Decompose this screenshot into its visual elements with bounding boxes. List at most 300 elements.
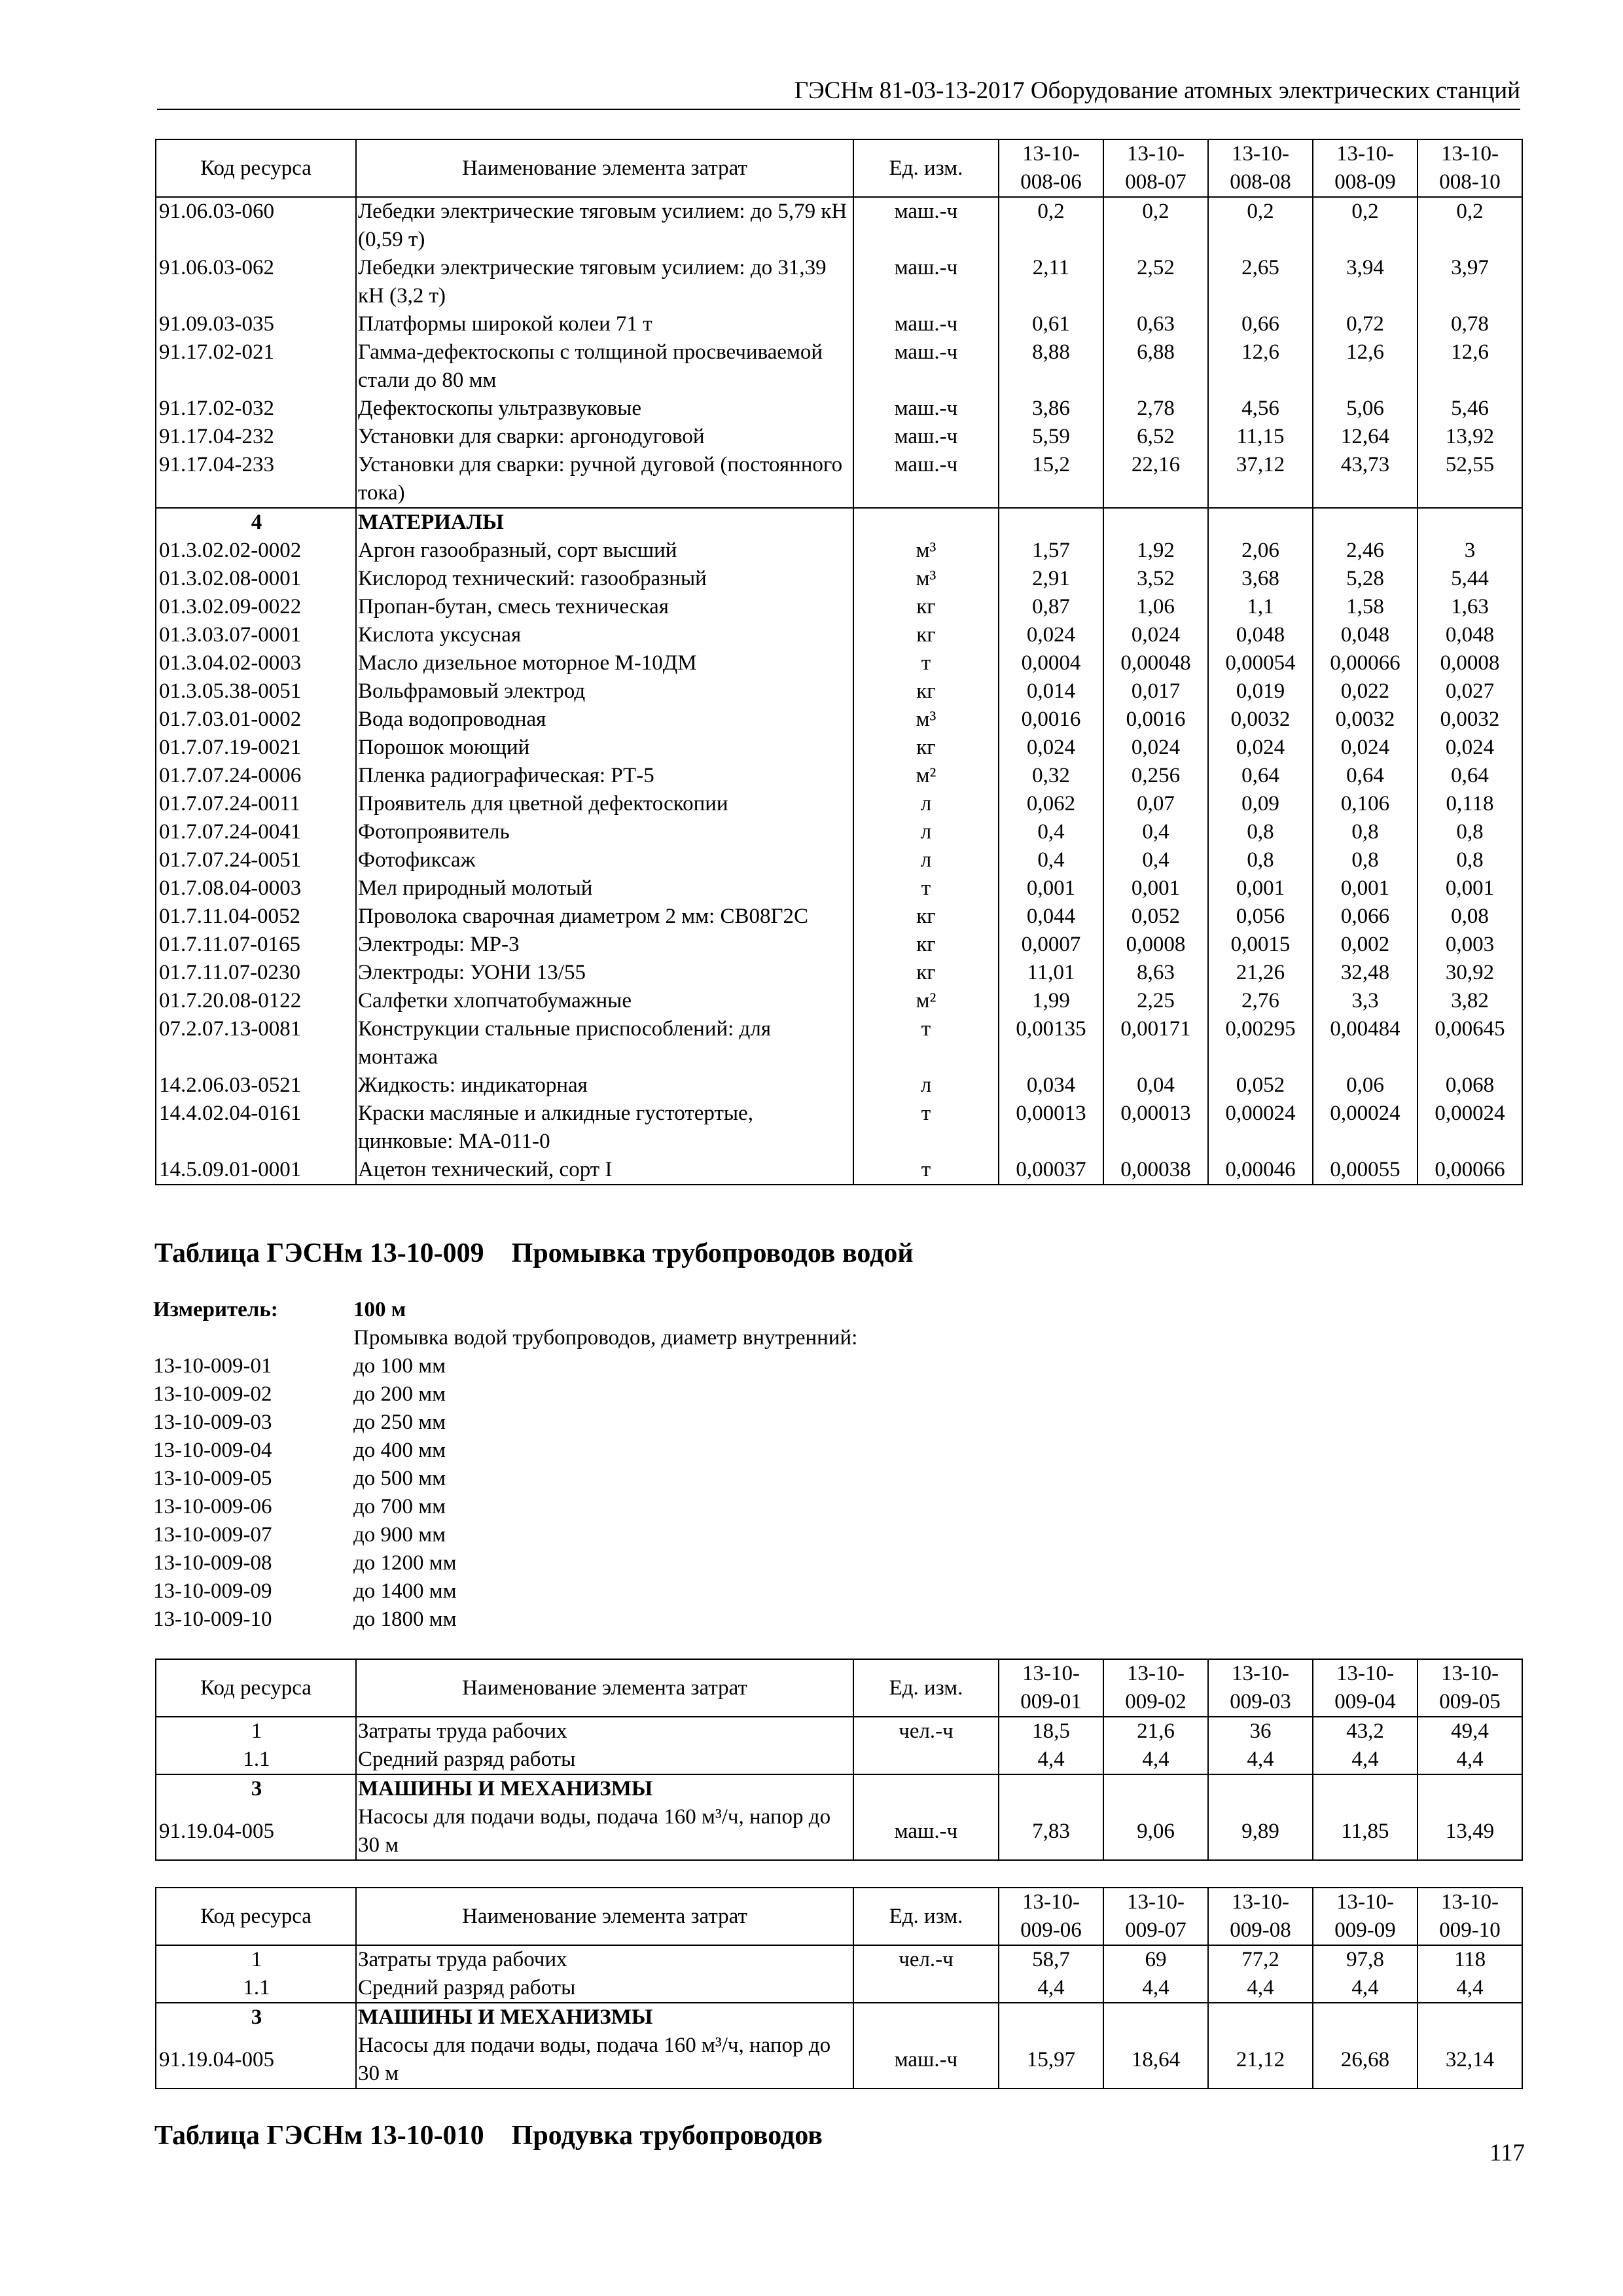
- resource-code: 01.3.04.02-0003: [156, 649, 356, 677]
- resource-value: 5,44: [1418, 565, 1522, 593]
- table-row: [156, 2032, 1522, 2089]
- resource-value: 30,92: [1418, 959, 1522, 987]
- resource-value: 0,00055: [1313, 1156, 1418, 1185]
- resource-value: 0,019: [1208, 677, 1313, 706]
- col-header-norm: 13-10- 008-09: [1313, 139, 1418, 197]
- table-row: [156, 310, 1522, 338]
- col-header-name: Наименование элемента затрат: [356, 1659, 853, 1717]
- resource-unit: л: [853, 1071, 999, 1100]
- table-row: [156, 1156, 1522, 1185]
- meter-description-row: [153, 1324, 857, 1352]
- resource-name: Мел природный молотый: [356, 874, 853, 903]
- norm-text: до 900 мм: [353, 1523, 446, 1547]
- resource-code: 01.7.07.19-0021: [156, 734, 356, 762]
- resource-value: 13,92: [1418, 423, 1522, 451]
- resource-value: 0,72: [1313, 310, 1418, 338]
- resource-code: 4: [156, 508, 356, 537]
- table-row: [156, 903, 1522, 931]
- resource-value: 0,2: [999, 197, 1103, 254]
- resource-unit: кг: [853, 931, 999, 959]
- resource-value: 3,97: [1418, 254, 1522, 310]
- resource-name: Затраты труда рабочих: [356, 1945, 853, 1974]
- resource-value: 0,8: [1313, 846, 1418, 874]
- table-row: [156, 762, 1522, 790]
- col-header-norm: 13-10- 009-03: [1208, 1659, 1313, 1717]
- norm-code: 13-10-009-06: [153, 1495, 272, 1518]
- resource-value: 4,4: [1208, 1746, 1313, 1774]
- resource-value: 0,8: [1208, 846, 1313, 874]
- norm-item: [153, 1352, 857, 1380]
- resource-value: 37,12: [1208, 451, 1313, 508]
- resource-code: 1: [156, 1945, 356, 1974]
- resource-code: 01.3.02.02-0002: [156, 537, 356, 565]
- resource-name: МАТЕРИАЛЫ: [356, 508, 853, 537]
- resource-value: 0,0016: [1103, 706, 1208, 734]
- resource-unit: кг: [853, 621, 999, 649]
- col-header-code: Код ресурса: [156, 139, 356, 197]
- resource-unit: маш.-ч: [853, 2032, 999, 2089]
- resource-value: [1418, 508, 1522, 537]
- resource-value: 0,00295: [1208, 1015, 1313, 1071]
- table-row: [156, 1071, 1522, 1100]
- resource-value: 2,25: [1103, 987, 1208, 1015]
- resource-value: 0,001: [999, 874, 1103, 903]
- resource-name: Насосы для подачи воды, подача 160 м³/ч, напор до 30 м: [356, 1803, 853, 1860]
- resource-name: Проволока сварочная диаметром 2 мм: СВ08Г2С: [356, 903, 853, 931]
- resource-value: 12,6: [1313, 338, 1418, 395]
- running-header: ГЭСНм 81-03-13-2017 Оборудование атомных электрических станций: [157, 73, 1520, 110]
- norm-text: до 1400 мм: [353, 1579, 457, 1603]
- resource-name: Электроды: УОНИ 13/55: [356, 959, 853, 987]
- resource-unit: маш.-ч: [853, 310, 999, 338]
- resource-value: 0,04: [1103, 1071, 1208, 1100]
- resource-value: 2,91: [999, 565, 1103, 593]
- resource-value: 0,0007: [999, 931, 1103, 959]
- resource-name: Вольфрамовый электрод: [356, 677, 853, 706]
- resource-name: Затраты труда рабочих: [356, 1717, 853, 1746]
- resource-value: 1,57: [999, 537, 1103, 565]
- resource-value: 0,0015: [1208, 931, 1313, 959]
- norm-text: до 100 мм: [353, 1354, 446, 1378]
- resource-value: 0,001: [1313, 874, 1418, 903]
- col-header-norm: 13-10- 008-08: [1208, 139, 1313, 197]
- resource-name: Фотопроявитель: [356, 818, 853, 846]
- resource-value: 0,64: [1418, 762, 1522, 790]
- table-row: [156, 677, 1522, 706]
- resource-code: 14.4.02.04-0161: [156, 1100, 356, 1156]
- table-row: [156, 931, 1522, 959]
- resource-value: 0,048: [1313, 621, 1418, 649]
- resource-value: 0,001: [1418, 874, 1522, 903]
- resource-value: 0,024: [999, 734, 1103, 762]
- resource-value: [1418, 1774, 1522, 1803]
- resource-unit: кг: [853, 959, 999, 987]
- resource-code: 91.06.03-062: [156, 254, 356, 310]
- resource-value: 0,00066: [1418, 1156, 1522, 1185]
- norm-item: [153, 1521, 857, 1549]
- resource-code: 01.3.02.09-0022: [156, 593, 356, 621]
- resource-value: 0,024: [999, 621, 1103, 649]
- resource-value: 6,52: [1103, 423, 1208, 451]
- col-header-name: Наименование элемента затрат: [356, 1888, 853, 1945]
- norm-item: [153, 1408, 857, 1437]
- col-header-unit: Ед. изм.: [853, 1659, 999, 1717]
- resource-code: 1.1: [156, 1974, 356, 2003]
- resource-value: 43,73: [1313, 451, 1418, 508]
- resource-value: 0,024: [1418, 734, 1522, 762]
- resource-name: Масло дизельное моторное М-10ДМ: [356, 649, 853, 677]
- norm-code: 13-10-009-10: [153, 1607, 272, 1631]
- resource-value: 0,64: [1313, 762, 1418, 790]
- resource-name: Лебедки электрические тяговым усилием: до 31,39 кН (3,2 т): [356, 254, 853, 310]
- resource-value: 1,1: [1208, 593, 1313, 621]
- resource-value: 8,88: [999, 338, 1103, 395]
- resource-value: 49,4: [1418, 1717, 1522, 1746]
- col-header-norm: 13-10- 009-10: [1418, 1888, 1522, 1945]
- resource-value: 4,4: [999, 1974, 1103, 2003]
- table-row: [156, 874, 1522, 903]
- resource-name: Средний разряд работы: [356, 1974, 853, 2003]
- table-row: [156, 593, 1522, 621]
- resource-value: 5,59: [999, 423, 1103, 451]
- resource-value: 0,00135: [999, 1015, 1103, 1071]
- table-row: [156, 565, 1522, 593]
- resource-value: 0,00013: [999, 1100, 1103, 1156]
- norm-text: до 250 мм: [353, 1410, 446, 1434]
- table-row: [156, 1803, 1522, 1860]
- resource-value: 69: [1103, 1945, 1208, 1974]
- resource-name: Аргон газообразный, сорт высший: [356, 537, 853, 565]
- resource-value: 12,6: [1208, 338, 1313, 395]
- resource-unit: м²: [853, 762, 999, 790]
- resource-value: [999, 1774, 1103, 1803]
- resource-unit: м³: [853, 565, 999, 593]
- col-header-code: Код ресурса: [156, 1888, 356, 1945]
- resource-code: 07.2.07.13-0081: [156, 1015, 356, 1071]
- resource-value: 11,15: [1208, 423, 1313, 451]
- resource-value: 0,00013: [1103, 1100, 1208, 1156]
- table-row: [156, 734, 1522, 762]
- resource-value: 13,49: [1418, 1803, 1522, 1860]
- resource-value: 0,001: [1103, 874, 1208, 903]
- resource-value: 21,26: [1208, 959, 1313, 987]
- resource-value: 4,56: [1208, 395, 1313, 423]
- resource-value: 32,48: [1313, 959, 1418, 987]
- resource-name: Дефектоскопы ультразвуковые: [356, 395, 853, 423]
- resource-name: Конструкции стальные приспособлений: для монтажа: [356, 1015, 853, 1071]
- norm-code: 13-10-009-01: [153, 1354, 272, 1378]
- section-row: [156, 1774, 1522, 1803]
- resource-value: 0,00645: [1418, 1015, 1522, 1071]
- resource-value: 1,58: [1313, 593, 1418, 621]
- resource-code: 01.7.07.24-0006: [156, 762, 356, 790]
- resource-unit: кг: [853, 903, 999, 931]
- resource-value: 0,2: [1103, 197, 1208, 254]
- resource-value: 0,87: [999, 593, 1103, 621]
- resource-value: 2,11: [999, 254, 1103, 310]
- resource-value: [999, 2003, 1103, 2032]
- col-header-norm: 13-10- 009-06: [999, 1888, 1103, 1945]
- resource-code: 01.7.20.08-0122: [156, 987, 356, 1015]
- resource-value: [1313, 2003, 1418, 2032]
- header-row: [156, 1659, 1522, 1717]
- norm-item: [153, 1465, 857, 1493]
- resource-code: 91.17.02-021: [156, 338, 356, 395]
- resource-value: 0,024: [1208, 734, 1313, 762]
- resource-unit: [853, 1774, 999, 1803]
- resource-value: 0,048: [1208, 621, 1313, 649]
- resource-name: Гамма-дефектоскопы с толщиной просвечиваемой стали до 80 мм: [356, 338, 853, 395]
- resource-value: 52,55: [1418, 451, 1522, 508]
- resource-value: 0,64: [1208, 762, 1313, 790]
- resource-name: МАШИНЫ И МЕХАНИЗМЫ: [356, 2003, 853, 2032]
- resource-value: 0,00024: [1208, 1100, 1313, 1156]
- resource-value: 0,4: [1103, 818, 1208, 846]
- resource-unit: [853, 1746, 999, 1774]
- resource-name: Вода водопроводная: [356, 706, 853, 734]
- resource-value: 18,64: [1103, 2032, 1208, 2089]
- norm-code: 13-10-009-04: [153, 1439, 272, 1462]
- resource-value: 0,001: [1208, 874, 1313, 903]
- resource-code: 91.06.03-060: [156, 197, 356, 254]
- table-row: [156, 649, 1522, 677]
- resource-code: 3: [156, 2003, 356, 2032]
- resource-name: Салфетки хлопчатобумажные: [356, 987, 853, 1015]
- resource-name: Насосы для подачи воды, подача 160 м³/ч, напор до 30 м: [356, 2032, 853, 2089]
- col-header-code: Код ресурса: [156, 1659, 356, 1717]
- resource-code: 91.17.04-232: [156, 423, 356, 451]
- norm-code: 13-10-009-08: [153, 1551, 272, 1575]
- resource-value: 0,024: [1313, 734, 1418, 762]
- col-header-norm: 13-10- 008-07: [1103, 139, 1208, 197]
- resource-code: 91.19.04-005: [156, 2032, 356, 2089]
- resource-value: 1,06: [1103, 593, 1208, 621]
- norm-text: до 500 мм: [353, 1467, 446, 1490]
- resource-value: 0,06: [1313, 1071, 1418, 1100]
- resource-unit: т: [853, 1100, 999, 1156]
- resource-value: [1418, 2003, 1522, 2032]
- resource-value: 0,256: [1103, 762, 1208, 790]
- resource-unit: т: [853, 1015, 999, 1071]
- resource-value: 4,4: [1418, 1974, 1522, 2003]
- resource-value: 0,0032: [1208, 706, 1313, 734]
- norm-code: 13-10-009-05: [153, 1467, 272, 1490]
- resource-value: 0,024: [1103, 734, 1208, 762]
- resource-value: 0,2: [1208, 197, 1313, 254]
- resource-value: [999, 508, 1103, 537]
- table-row: [156, 846, 1522, 874]
- resource-value: 15,2: [999, 451, 1103, 508]
- resource-value: 3,86: [999, 395, 1103, 423]
- resource-value: 0,0032: [1313, 706, 1418, 734]
- resource-value: 0,0008: [1418, 649, 1522, 677]
- norm-code: 13-10-009-03: [153, 1410, 272, 1434]
- resource-value: 0,0032: [1418, 706, 1522, 734]
- norm-item: [153, 1605, 857, 1634]
- norm-text: до 400 мм: [353, 1439, 446, 1462]
- resource-value: 2,52: [1103, 254, 1208, 310]
- resource-value: 0,00037: [999, 1156, 1103, 1185]
- page-number: 117: [1489, 2140, 1525, 2166]
- resource-value: 18,5: [999, 1717, 1103, 1746]
- header-row: [156, 1888, 1522, 1945]
- resource-value: 97,8: [1313, 1945, 1418, 1974]
- resource-value: 2,76: [1208, 987, 1313, 1015]
- col-header-unit: Ед. изм.: [853, 1888, 999, 1945]
- resource-value: 36: [1208, 1717, 1313, 1746]
- resource-code: 91.09.03-035: [156, 310, 356, 338]
- col-header-norm: 13-10- 008-06: [999, 139, 1103, 197]
- resource-value: 0,00171: [1103, 1015, 1208, 1071]
- norm-text: до 200 мм: [353, 1382, 446, 1406]
- resource-unit: чел.-ч: [853, 1717, 999, 1746]
- table-row: [156, 451, 1522, 508]
- resource-value: 0,00054: [1208, 649, 1313, 677]
- resource-value: 15,97: [999, 2032, 1103, 2089]
- resource-code: 01.3.05.38-0051: [156, 677, 356, 706]
- resource-value: 0,00066: [1313, 649, 1418, 677]
- resource-value: 43,2: [1313, 1717, 1418, 1746]
- col-header-norm: 13-10- 009-05: [1418, 1659, 1522, 1717]
- resource-value: 3,68: [1208, 565, 1313, 593]
- resource-value: 4,4: [1313, 1974, 1418, 2003]
- resource-name: Средний разряд работы: [356, 1746, 853, 1774]
- resource-code: 01.7.11.07-0165: [156, 931, 356, 959]
- resource-unit: маш.-ч: [853, 395, 999, 423]
- col-header-name: Наименование элемента затрат: [356, 139, 853, 197]
- resource-value: 0,034: [999, 1071, 1103, 1100]
- resource-value: 21,6: [1103, 1717, 1208, 1746]
- table-row: [156, 423, 1522, 451]
- table-row: [156, 621, 1522, 649]
- resource-unit: м²: [853, 987, 999, 1015]
- resource-unit: т: [853, 649, 999, 677]
- resource-name: Краски масляные и алкидные густотертые, цинковые: МА-011-0: [356, 1100, 853, 1156]
- resource-value: 0,003: [1418, 931, 1522, 959]
- resource-value: 11,01: [999, 959, 1103, 987]
- resource-name: Платформы широкой колеи 71 т: [356, 310, 853, 338]
- table-row: [156, 338, 1522, 395]
- resource-code: 14.2.06.03-0521: [156, 1071, 356, 1100]
- resource-value: 0,066: [1313, 903, 1418, 931]
- col-header-unit: Ед. изм.: [853, 139, 999, 197]
- resource-name: Электроды: МР-3: [356, 931, 853, 959]
- table-row: [156, 395, 1522, 423]
- resource-code: 91.17.04-233: [156, 451, 356, 508]
- resource-unit: л: [853, 790, 999, 818]
- resource-value: 5,28: [1313, 565, 1418, 593]
- resource-unit: м³: [853, 537, 999, 565]
- resource-value: 5,46: [1418, 395, 1522, 423]
- resource-name: Жидкость: индикаторная: [356, 1071, 853, 1100]
- resource-value: 0,0016: [999, 706, 1103, 734]
- resource-value: 0,056: [1208, 903, 1313, 931]
- table-010-title: Таблица ГЭСНм 13-10-010 Продувка трубопроводов: [154, 2121, 823, 2151]
- resource-value: [1208, 508, 1313, 537]
- resource-value: 4,4: [999, 1746, 1103, 1774]
- meter-row: [153, 1296, 857, 1324]
- table-row: [156, 1746, 1522, 1774]
- resource-value: 26,68: [1313, 2032, 1418, 2089]
- resource-name: Пропан-бутан, смесь техническая: [356, 593, 853, 621]
- norm-item: [153, 1437, 857, 1465]
- resource-value: 0,8: [1418, 846, 1522, 874]
- resource-name: Кислород технический: газообразный: [356, 565, 853, 593]
- resource-value: 0,61: [999, 310, 1103, 338]
- resource-unit: кг: [853, 593, 999, 621]
- table-row: [156, 197, 1522, 254]
- resource-unit: [853, 2003, 999, 2032]
- col-header-norm: 13-10- 009-01: [999, 1659, 1103, 1717]
- resource-value: 0,8: [1313, 818, 1418, 846]
- resource-name: Установки для сварки: аргонодуговой: [356, 423, 853, 451]
- resource-value: 2,46: [1313, 537, 1418, 565]
- table-row: [156, 254, 1522, 310]
- resource-value: 11,85: [1313, 1803, 1418, 1860]
- resource-code: 01.7.08.04-0003: [156, 874, 356, 903]
- resource-value: 0,4: [999, 846, 1103, 874]
- resource-value: 0,014: [999, 677, 1103, 706]
- resource-value: 4,4: [1208, 1974, 1313, 2003]
- resource-value: 77,2: [1208, 1945, 1313, 1974]
- resource-code: 01.7.07.24-0051: [156, 846, 356, 874]
- resource-value: 1,63: [1418, 593, 1522, 621]
- resource-unit: м³: [853, 706, 999, 734]
- resource-unit: маш.-ч: [853, 338, 999, 395]
- resource-name: Кислота уксусная: [356, 621, 853, 649]
- col-header-norm: 13-10- 009-08: [1208, 1888, 1313, 1945]
- resource-unit: т: [853, 1156, 999, 1185]
- resource-value: 21,12: [1208, 2032, 1313, 2089]
- resource-code: 01.3.03.07-0001: [156, 621, 356, 649]
- resource-value: 0,044: [999, 903, 1103, 931]
- resource-code: 1: [156, 1717, 356, 1746]
- meter-label: Измеритель:: [153, 1298, 278, 1321]
- resource-value: 0,052: [1103, 903, 1208, 931]
- resource-value: 5,06: [1313, 395, 1418, 423]
- resource-value: [1208, 1774, 1313, 1803]
- resource-value: 3,3: [1313, 987, 1418, 1015]
- resource-name: Фотофиксаж: [356, 846, 853, 874]
- header-row: [156, 139, 1522, 197]
- resource-value: 0,07: [1103, 790, 1208, 818]
- resource-value: 0,048: [1418, 621, 1522, 649]
- resource-unit: кг: [853, 677, 999, 706]
- resource-value: 4,4: [1313, 1746, 1418, 1774]
- resource-value: 0,022: [1313, 677, 1418, 706]
- resource-code: 1.1: [156, 1746, 356, 1774]
- resource-value: 4,4: [1103, 1746, 1208, 1774]
- resource-value: 0,8: [1418, 818, 1522, 846]
- resource-value: 8,63: [1103, 959, 1208, 987]
- resource-value: 0,63: [1103, 310, 1208, 338]
- meter-value: 100 м: [353, 1298, 406, 1321]
- resource-unit: кг: [853, 734, 999, 762]
- resource-table-009-b: [155, 1887, 1523, 2089]
- resource-value: 0,017: [1103, 677, 1208, 706]
- table-row: [156, 1974, 1522, 2003]
- resource-value: 0,66: [1208, 310, 1313, 338]
- resource-value: 6,88: [1103, 338, 1208, 395]
- resource-value: [1313, 1774, 1418, 1803]
- resource-name: Ацетон технический, сорт I: [356, 1156, 853, 1185]
- resource-value: 0,00038: [1103, 1156, 1208, 1185]
- resource-value: 0,4: [999, 818, 1103, 846]
- resource-value: 2,78: [1103, 395, 1208, 423]
- resource-value: 4,4: [1103, 1974, 1208, 2003]
- col-header-norm: 13-10- 009-04: [1313, 1659, 1418, 1717]
- resource-value: 118: [1418, 1945, 1522, 1974]
